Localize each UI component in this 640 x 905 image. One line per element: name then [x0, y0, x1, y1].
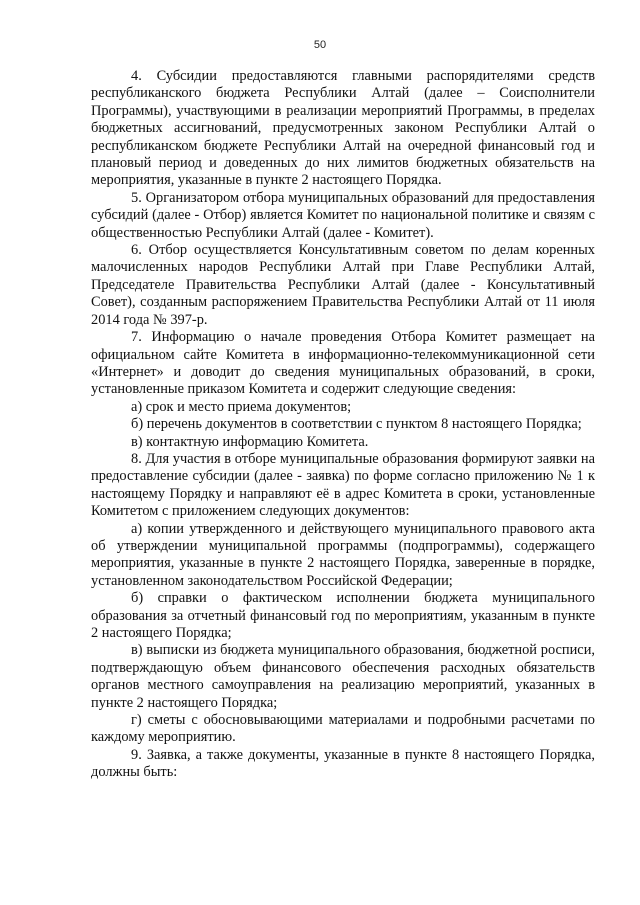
paragraph-6-selection: 6. Отбор осуществляется Консультативным советом по делам коренных малочисленных народов Республики Алтай при Главе Республики Алтай, Председателе Правительства Республики Алтай (далее - Консультативный Совет), созданным распоряжением Правительства Республики Алтай от 11 июля 2014 года № 397-р.	[91, 242, 595, 328]
paragraph-9-requirements: 9. Заявка, а также документы, указанные в пункте 8 настоящего Порядка, должны быть:	[91, 746, 595, 781]
list-item-7c: в) контактную информацию Комитета.	[131, 433, 369, 450]
list-item-8b: б) справки о фактическом исполнении бюджета муниципального образования за отчетный финансовый год по мероприятиям, указанным в пункте 2 настоящего Порядка;	[91, 590, 595, 641]
document-body	[91, 68, 595, 782]
list-item-8a: а) копии утвержденного и действующего муниципального правового акта об утверждении муниципальной программы (подпрограммы), содержащего мероприятия, указанные в пункте 2 настоящего Порядка, заверенные в порядке, установленном законодательством Российской Федерации;	[91, 520, 595, 589]
list-item-7b: б) перечень документов в соответствии с пунктом 8 настоящего Порядка;	[131, 416, 582, 433]
paragraph-8-application: 8. Для участия в отборе муниципальные образования формируют заявки на предоставление субсидии (далее - заявка) по форме согласно приложению № 1 к настоящему Порядку и направляют её в адрес Комитета в сроки, установленные Комитетом с приложением следующих документов:	[91, 450, 595, 520]
list-item-7a: а) срок и место приема документов;	[131, 398, 352, 415]
list-item-8c: в) выписки из бюджета муниципального образования, бюджетной росписи, подтверждающую объем финансового обеспечения расходных обязательств органов местного самоуправления на реализацию мероприятий, указанных в пункте 2 настоящего Порядка;	[91, 642, 595, 711]
paragraph-5-organizer: 5. Организатором отбора муниципальных образований для предоставления субсидий (далее - Отбор) является Комитет по национальной политике и связям с общественностью Республики Алтай (далее - Комитет).	[91, 189, 595, 241]
paragraph-4-subsidies: 4. Субсидии предоставляются главными распорядителями средств республиканского бюджета Республики Алтай (далее – Соисполнители Программы), участвующими в реализации мероприятий Программы, в пределах бюджетных ассигнований, предусмотренных законом Республики Алтай о республиканском бюджете Республики Алтай на очередной финансовый год и плановый период и доведенных до них лимитов бюджетных обязательств на мероприятия, указанные в пункте 2 настоящего Порядка.	[91, 68, 595, 189]
page-number: 50	[313, 39, 327, 51]
paragraph-7-information: 7. Информацию о начале проведения Отбора Комитет размещает на официальном сайте Комитета в информационно-телекоммуникационной сети «Интернет» и доводит до сведения муниципальных образований, в сроки, установленные приказом Комитета и содержит следующие сведения:	[91, 329, 595, 398]
list-item-8d: г) сметы с обосновывающими материалами и подробными расчетами по каждому мероприятию.	[91, 712, 595, 746]
